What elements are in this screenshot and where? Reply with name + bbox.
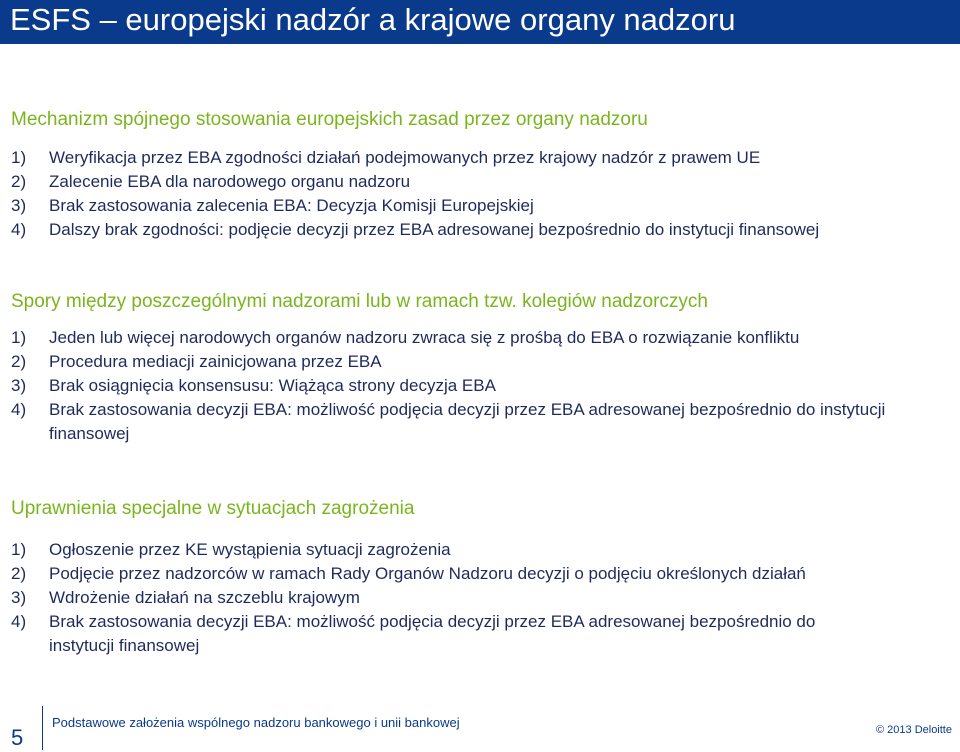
item-number: 3) (11, 376, 27, 395)
item-number: 4) (11, 220, 27, 239)
title-bar (0, 0, 960, 44)
item-number: 1) (11, 148, 27, 167)
item-number: 2) (11, 352, 27, 371)
item-number: 2) (11, 172, 27, 191)
item-text: Wdrożenie działań na szczeblu krajowym (49, 588, 360, 607)
list-item (11, 610, 881, 658)
list-item (11, 562, 881, 586)
item-text: Podjęcie przez nadzorców w ramach Rady Organów Nadzoru decyzji o podjęciu określonych działań (49, 564, 806, 583)
item-text: Brak zastosowania decyzji EBA: możliwość podjęcia decyzji przez EBA adresowanej bezpośrednio do instytucji finansowej (49, 400, 886, 443)
list-item (11, 218, 957, 242)
footer-divider (42, 706, 43, 750)
item-text: Brak zastosowania zalecenia EBA: Decyzja Komisji Europejskiej (49, 196, 534, 215)
section-heading-consistency: Mechanizm spójnego stosowania europejskich zasad przez organy nadzoru (11, 109, 648, 130)
list-item (11, 350, 931, 374)
list-item (11, 374, 931, 398)
list-item (11, 194, 957, 218)
item-text: Brak zastosowania decyzji EBA: możliwość podjęcia decyzji przez EBA adresowanej bezpośrednio do instytucji finansowej (49, 612, 816, 655)
item-number: 3) (11, 196, 27, 215)
section-list-emergency (11, 538, 881, 658)
list-item (11, 586, 881, 610)
item-text: Ogłoszenie przez KE wystąpienia sytuacji zagrożenia (49, 540, 451, 559)
page-title: ESFS – europejski nadzór a krajowe organy nadzoru (10, 2, 736, 37)
item-text: Zalecenie EBA dla narodowego organu nadzoru (49, 172, 411, 191)
item-text: Procedura mediacji zainicjowana przez EBA (49, 352, 382, 371)
section-heading-disputes: Spory między poszczególnymi nadzorami lub w ramach tzw. kolegiów nadzorczych (11, 291, 708, 312)
list-item (11, 538, 881, 562)
item-number: 2) (11, 564, 27, 583)
item-text: Jeden lub więcej narodowych organów nadzoru zwraca się z prośbą do EBA o rozwiązanie konfliktu (49, 328, 800, 347)
item-text: Dalszy brak zgodności: podjęcie decyzji przez EBA adresowanej bezpośrednio do instytucji finansowej (49, 220, 820, 239)
list-item (11, 146, 957, 170)
item-text: Brak osiągnięcia konsensusu: Wiążąca strony decyzja EBA (49, 376, 496, 395)
item-number: 3) (11, 588, 27, 607)
item-number: 1) (11, 540, 27, 559)
section-heading-emergency: Uprawnienia specjalne w sytuacjach zagrożenia (11, 498, 415, 519)
footer-text: Podstawowe założenia wspólnego nadzoru bankowego i unii bankowej (52, 715, 460, 730)
section-list-consistency (11, 146, 957, 242)
list-item (11, 326, 931, 350)
list-item (11, 398, 931, 446)
item-number: 1) (11, 328, 27, 347)
item-text: Weryfikacja przez EBA zgodności działań podejmowanych przez krajowy nadzór z prawem UE (49, 148, 761, 167)
page-number: 5 (11, 725, 24, 750)
item-number: 4) (11, 612, 27, 631)
copyright: © 2013 Deloitte (876, 724, 952, 736)
item-number: 4) (11, 400, 27, 419)
list-item (11, 170, 957, 194)
section-list-disputes (11, 326, 931, 446)
